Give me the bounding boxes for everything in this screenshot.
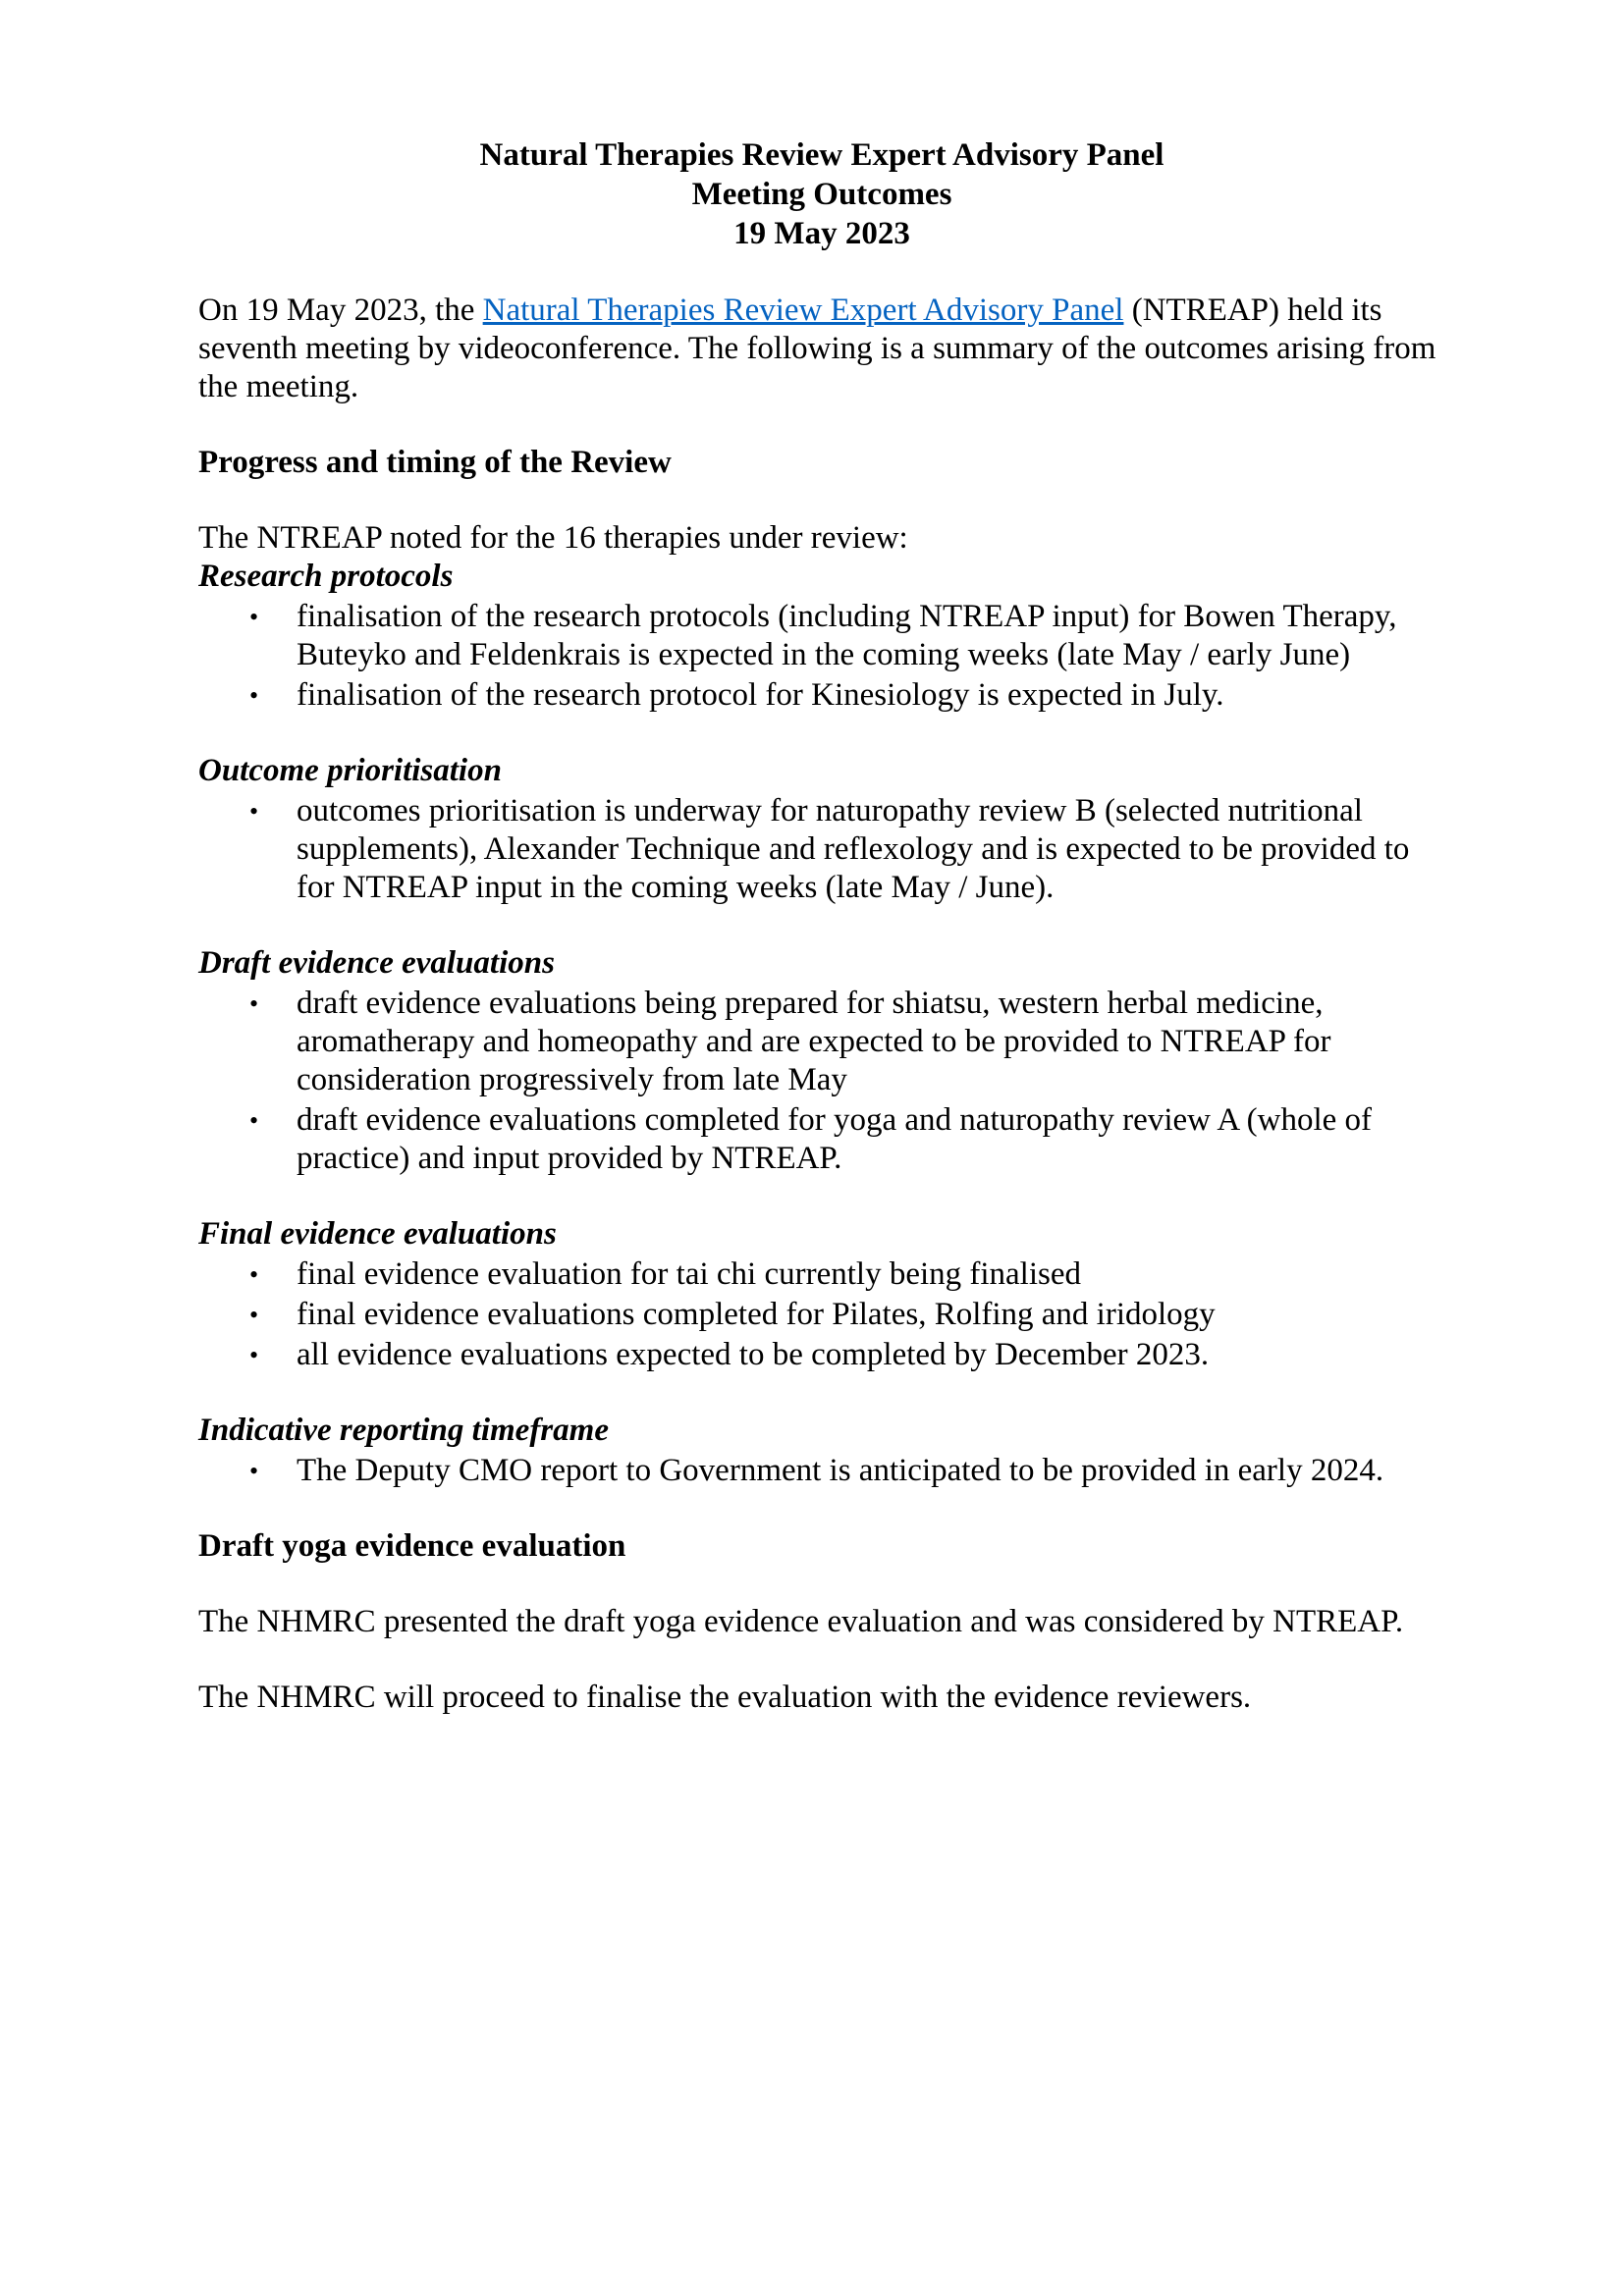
bullet-icon: •: [249, 1106, 259, 1135]
draft-evaluations-heading: Draft evidence evaluations: [198, 945, 555, 981]
list-item-text: final evidence evaluations completed for Pilates, Rolfing and iridology: [297, 1297, 1216, 1332]
yoga-heading: Draft yoga evidence evaluation: [198, 1528, 626, 1564]
list-item: [198, 792, 1445, 907]
list-item-text: draft evidence evaluations completed for yoga and naturopathy review A (whole of practice) and input provided by NTREAP.: [297, 1102, 1373, 1176]
bullet-icon: •: [249, 1301, 259, 1329]
bullet-icon: •: [249, 603, 259, 631]
title-panel-name: Natural Therapies Review Expert Advisory Panel: [479, 137, 1164, 173]
yoga-paragraph-1: The NHMRC presented the draft yoga evidence evaluation and was considered by NTREAP.: [198, 1604, 1404, 1639]
bullet-icon: •: [249, 989, 259, 1018]
list-item-text: draft evidence evaluations being prepared for shiatsu, western herbal medicine, aromatherapy and homeopathy and are expected to be provided to NTREAP for consideration progressively from late May: [297, 986, 1331, 1097]
bullet-icon: •: [249, 1457, 259, 1485]
list-item-text: outcomes prioritisation is underway for naturopathy review B (selected nutritional supplements), Alexander Technique and reflexology and is expected to be provided to for NTREAP input in the coming weeks (late May / June).: [297, 793, 1410, 905]
bullet-icon: •: [249, 797, 259, 826]
document-title: [198, 135, 1445, 253]
reporting-timeframe-list: [198, 1452, 1445, 1490]
progress-lead: The NTREAP noted for the 16 therapies under review:: [198, 520, 908, 556]
bullet-icon: •: [249, 1260, 259, 1289]
list-item: [198, 985, 1445, 1099]
title-meeting-outcomes: Meeting Outcomes: [691, 177, 952, 212]
list-item: [198, 1336, 1445, 1374]
list-item-text: finalisation of the research protocol for Kinesiology is expected in July.: [297, 677, 1224, 713]
list-item-text: final evidence evaluation for tai chi currently being finalised: [297, 1256, 1082, 1292]
outcome-prioritisation-list: [198, 792, 1445, 907]
list-item: [198, 676, 1445, 715]
research-protocols-list: [198, 598, 1445, 715]
draft-evaluations-list: [198, 985, 1445, 1178]
list-item: [198, 1255, 1445, 1294]
document-page: [198, 135, 1445, 1717]
list-item-text: all evidence evaluations expected to be completed by December 2023.: [297, 1337, 1210, 1372]
list-item: [198, 1452, 1445, 1490]
final-evaluations-list: [198, 1255, 1445, 1374]
list-item: [198, 1296, 1445, 1334]
intro-paragraph: [198, 292, 1445, 406]
ntreap-link[interactable]: Natural Therapies Review Expert Advisory Panel: [482, 293, 1124, 328]
title-date: 19 May 2023: [733, 216, 910, 251]
final-evaluations-heading: Final evidence evaluations: [198, 1216, 557, 1252]
list-item-text: finalisation of the research protocols (including NTREAP input) for Bowen Therapy, Buteyko and Feldenkrais is expected in the coming weeks (late May / early June): [297, 599, 1397, 672]
yoga-paragraph-2: The NHMRC will proceed to finalise the evaluation with the evidence reviewers.: [198, 1680, 1252, 1715]
bullet-icon: •: [249, 1341, 259, 1369]
progress-heading: Progress and timing of the Review: [198, 445, 672, 480]
intro-text-start: On 19 May 2023, the: [198, 293, 483, 328]
list-item-text: The Deputy CMO report to Government is anticipated to be provided in early 2024.: [297, 1453, 1384, 1488]
research-protocols-heading: Research protocols: [198, 559, 454, 594]
list-item: [198, 598, 1445, 674]
outcome-prioritisation-heading: Outcome prioritisation: [198, 753, 502, 788]
intro-text-end: (NTREAP) held its seventh meeting by videoconference. The following is a summary of the outcomes arising from the meeting.: [198, 293, 1436, 404]
list-item: [198, 1101, 1445, 1178]
bullet-icon: •: [249, 681, 259, 710]
reporting-timeframe-heading: Indicative reporting timeframe: [198, 1413, 609, 1448]
